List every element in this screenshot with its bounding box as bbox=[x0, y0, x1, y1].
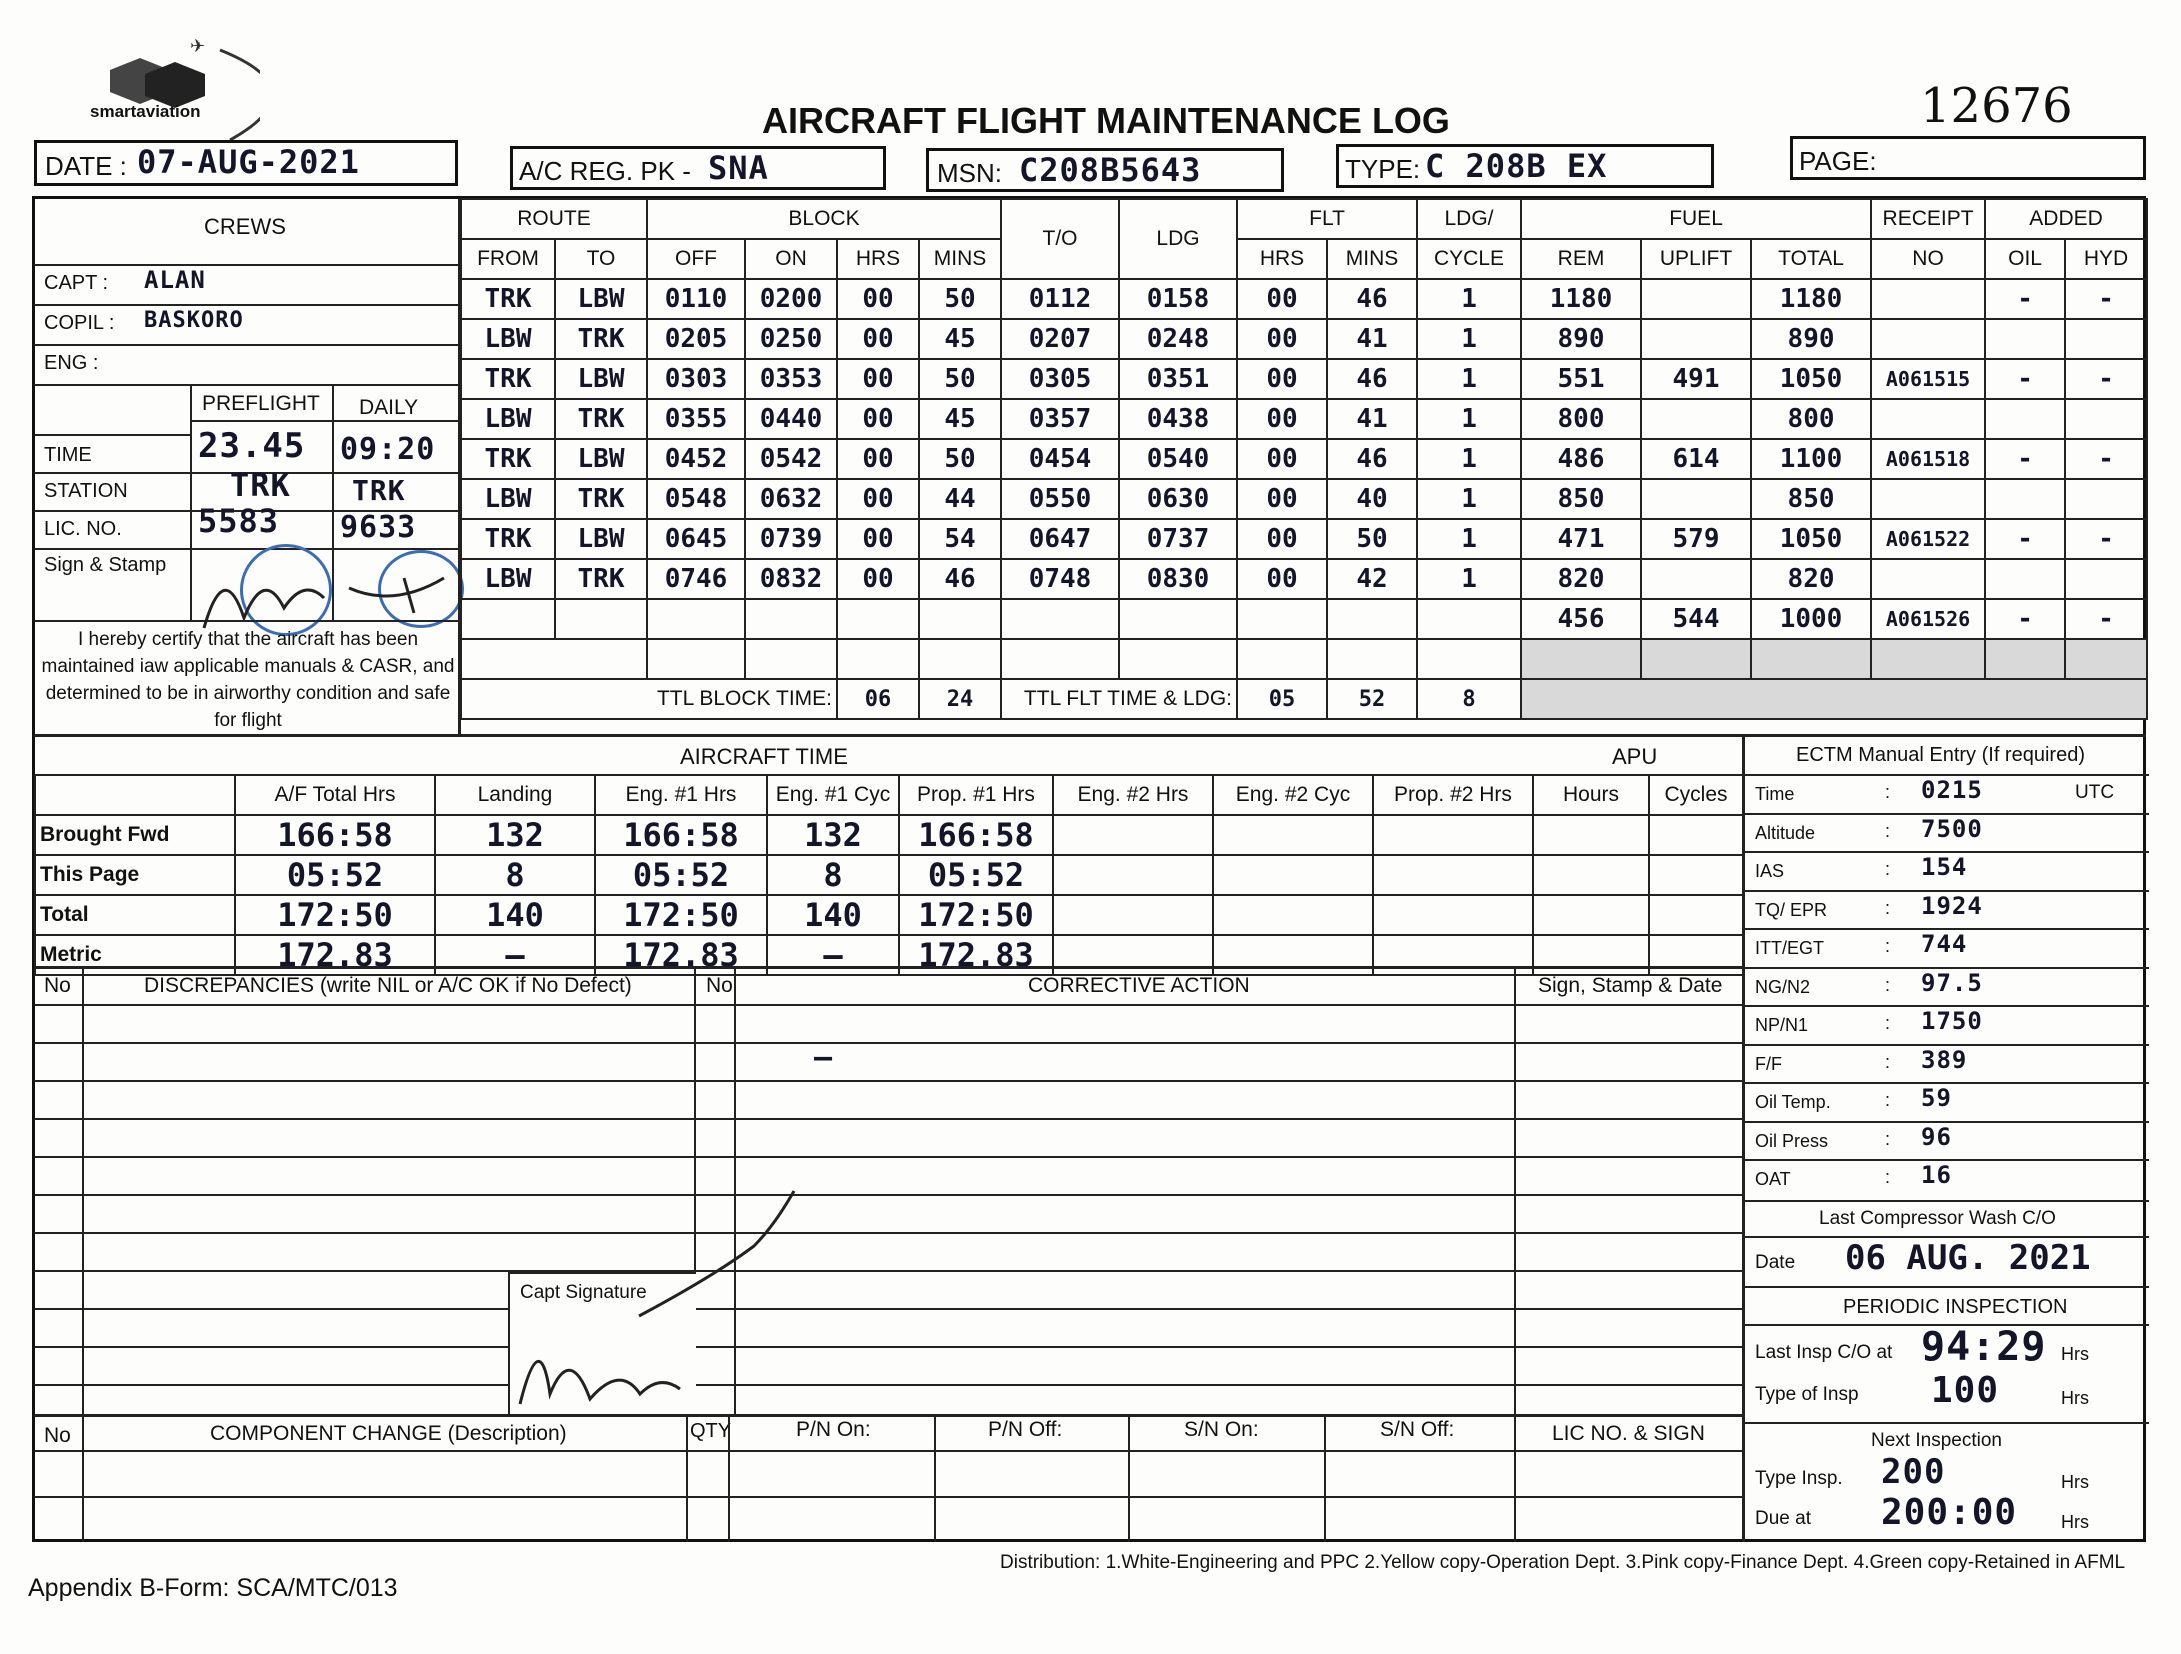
aircraft-time-cell-af[interactable]: 172.83 bbox=[235, 935, 435, 975]
aircraft-time-cell-eng1c[interactable]: 140 bbox=[767, 895, 899, 935]
flight-cell-fhrs[interactable]: 00 bbox=[1237, 519, 1327, 559]
flight-cell-hyd[interactable] bbox=[2065, 559, 2147, 599]
flight-cell-ldg[interactable]: 0438 bbox=[1119, 399, 1237, 439]
flight-cell-off[interactable]: 0303 bbox=[647, 359, 745, 399]
flight-cell-from[interactable]: LBW bbox=[461, 559, 555, 599]
aircraft-time-row bbox=[35, 815, 1743, 855]
ectm-value[interactable]: 389 bbox=[1921, 1045, 1968, 1074]
aircraft-time-empty-cell[interactable] bbox=[1053, 895, 1213, 935]
aircraft-time-cell-af[interactable]: 05:52 bbox=[235, 855, 435, 895]
type-insp-value[interactable]: 100 bbox=[1931, 1370, 2000, 1411]
flight-cell-rem[interactable]: 551 bbox=[1521, 359, 1641, 399]
aircraft-time-empty-cell[interactable] bbox=[1649, 815, 1743, 855]
flight-cell-ldg[interactable]: 0630 bbox=[1119, 479, 1237, 519]
ectm-colon: : bbox=[1885, 1128, 1891, 1149]
flight-cell-t_o[interactable]: 0357 bbox=[1001, 399, 1119, 439]
ectm-colon: : bbox=[1885, 782, 1891, 802]
flight-cell-uplift[interactable] bbox=[1641, 319, 1751, 359]
flight-cell-mins[interactable] bbox=[919, 599, 1001, 639]
flight-cell-rem[interactable]: 820 bbox=[1521, 559, 1641, 599]
aircraft-time-cell-landing[interactable]: — bbox=[435, 935, 595, 975]
ectm-label: NP/N1 bbox=[1755, 1015, 1809, 1035]
flight-cell-total[interactable]: 850 bbox=[1751, 479, 1871, 519]
flight-row bbox=[461, 599, 2147, 639]
ectm-label: Time bbox=[1755, 784, 1795, 804]
ectm-colon: : bbox=[1885, 1090, 1891, 1110]
flight-cell-cyc[interactable]: 1 bbox=[1417, 359, 1521, 399]
page-field[interactable]: PAGE: bbox=[1790, 136, 2146, 180]
discrepancy-line[interactable] bbox=[34, 1156, 1742, 1158]
aircraft-time-table: A/F Total Hrs Landing Eng. #1 Hrs Eng. #1 Cyc Prop. #1 Hrs Eng. #2 Hrs Eng. #2 Cyc Prop. #2 Hrs Hours Cycles Brought Fwd 166:58 132 166:58 132 166:58 This Page 05:52 8 05:52 8 05:52 Total 172:50 140 172:50 140 172:50 Metric 172.83 — 172.83 — 172.83 bbox=[34, 774, 1744, 976]
ttl-block-label: TTL BLOCK TIME: bbox=[461, 679, 837, 719]
flight-cell-t_o[interactable]: 0112 bbox=[1001, 279, 1119, 319]
flight-cell-rem[interactable]: 850 bbox=[1521, 479, 1641, 519]
flight-cell-on[interactable]: 0832 bbox=[745, 559, 837, 599]
flight-cell-fmins[interactable]: 40 bbox=[1327, 479, 1417, 519]
flight-cell-from[interactable]: TRK bbox=[461, 519, 555, 559]
aircraft-time-row-label: Total bbox=[35, 895, 235, 935]
certify-text: I hereby certify that the aircraft has been maintained iaw applicable manuals & CASR, and determined to be in airworthy condition and safe for flight bbox=[41, 629, 455, 731]
appendix-label: Appendix B-Form: SCA/MTC/013 bbox=[28, 1574, 398, 1602]
flight-row bbox=[461, 439, 2147, 479]
flight-cell-hyd[interactable]: - bbox=[2065, 519, 2147, 559]
flight-cell-t_o[interactable]: 0550 bbox=[1001, 479, 1119, 519]
flight-cell-to[interactable]: TRK bbox=[555, 479, 647, 519]
flight-cell-on[interactable]: 0542 bbox=[745, 439, 837, 479]
aircraft-time-cell-prop1[interactable]: 172:50 bbox=[899, 895, 1053, 935]
flight-cell-mins[interactable]: 50 bbox=[919, 279, 1001, 319]
aircraft-time-cell-eng1h[interactable]: 172.83 bbox=[595, 935, 767, 975]
aircraft-time-cell-af[interactable]: 172:50 bbox=[235, 895, 435, 935]
flight-cell-on[interactable]: 0440 bbox=[745, 399, 837, 439]
ttl-block-hrs[interactable]: 06 bbox=[837, 679, 919, 719]
discrepancy-line[interactable] bbox=[34, 1384, 1742, 1386]
aircraft-time-empty-cell[interactable] bbox=[1533, 815, 1649, 855]
discrepancy-line[interactable] bbox=[34, 1346, 1742, 1348]
flight-cell-from[interactable]: LBW bbox=[461, 319, 555, 359]
flight-cell-on[interactable]: 0739 bbox=[745, 519, 837, 559]
aircraft-time-empty-cell[interactable] bbox=[1649, 895, 1743, 935]
flight-cell-cyc[interactable]: 1 bbox=[1417, 399, 1521, 439]
aircraft-time-empty-cell[interactable] bbox=[1649, 855, 1743, 895]
last-insp-value[interactable]: 94:29 bbox=[1921, 1324, 2047, 1370]
flight-cell-to[interactable]: LBW bbox=[555, 519, 647, 559]
aircraft-time-cell-af[interactable]: 166:58 bbox=[235, 815, 435, 855]
aircraft-time-empty-cell[interactable] bbox=[1213, 895, 1373, 935]
flight-cell-receipt[interactable] bbox=[1871, 399, 1985, 439]
discrepancy-line[interactable] bbox=[34, 1308, 1742, 1310]
flight-cell-from[interactable]: LBW bbox=[461, 479, 555, 519]
flight-cell-fhrs[interactable]: 00 bbox=[1237, 359, 1327, 399]
flight-cell-oil[interactable]: - bbox=[1985, 439, 2065, 479]
aircraft-time-empty-cell[interactable] bbox=[1053, 815, 1213, 855]
ectm-colon: : bbox=[1885, 974, 1891, 995]
component-section: No COMPONENT CHANGE (Description) QTY P/N On: P/N Off: S/N On: S/N Off: LIC NO. & SIGN bbox=[34, 1414, 1742, 1542]
flight-cell-rem[interactable]: 1180 bbox=[1521, 279, 1641, 319]
flight-cell-rem[interactable]: 456 bbox=[1521, 599, 1641, 639]
ectm-label: Oil Temp. bbox=[1755, 1092, 1831, 1112]
logo-text: smartaviation bbox=[90, 102, 201, 121]
reg-field[interactable]: A/C REG. PK - SNA bbox=[510, 146, 886, 190]
aircraft-time-empty-cell[interactable] bbox=[1373, 855, 1533, 895]
flight-cell-to[interactable]: TRK bbox=[555, 399, 647, 439]
flight-cell-off[interactable]: 0548 bbox=[647, 479, 745, 519]
wash-date-value[interactable]: 06 AUG. 2021 bbox=[1845, 1238, 2091, 1278]
flight-row bbox=[461, 559, 2147, 599]
flight-cell-t_o[interactable]: 0207 bbox=[1001, 319, 1119, 359]
ectm-value[interactable]: 59 bbox=[1921, 1084, 1952, 1112]
flight-cell-off[interactable]: 0645 bbox=[647, 519, 745, 559]
flight-cell-rem[interactable]: 890 bbox=[1521, 319, 1641, 359]
flights-table: ROUTE BLOCK T/O LDG FLT LDG/ FUEL RECEIPT ADDED FROM TO OFF ON HRS MINS HRS MINS CYCLE REM UPLIFT TOTAL NO OIL HYD TRK LBW 0110 0200 00 50 0112 0158 00 46 1 1180 1180 - - LBW TRK 0205 0250 00 45 0207 0248 00 41 1 890 890 TRK LBW 0303 0353 00 50 0305 0351 00 46 1 551 491 1050 A061515 - - LBW TRK 0355 0440 00 45 0357 0438 00 41 1 800 800 TRK LBW 0452 0542 00 50 0454 0540 00 46 1 486 614 1100 A061518 - - LBW TRK 0548 0632 00 44 0550 0630 00 40 1 850 850 TRK LBW 0645 0739 00 54 0647 0737 00 50 1 471 579 1050 A061522 - - LBW TRK 0746 0832 00 46 0748 0830 00 42 1 820 820 456 544 1000 A061526 - - TTL BLOCK TIME: 06 24 TTL FLT TIME & LDG: 05 52 8 bbox=[460, 198, 2148, 720]
discrepancy-line[interactable] bbox=[34, 1004, 1742, 1006]
flight-cell-total[interactable]: 1100 bbox=[1751, 439, 1871, 479]
logo-mark-icon bbox=[70, 30, 260, 140]
capt-label: CAPT : bbox=[44, 272, 109, 294]
flight-cell-oil[interactable]: - bbox=[1985, 599, 2065, 639]
flight-cell-to[interactable]: LBW bbox=[555, 359, 647, 399]
flight-cell-mins[interactable]: 50 bbox=[919, 439, 1001, 479]
ectm-value[interactable]: 97.5 bbox=[1921, 968, 1983, 997]
flight-cell-on[interactable] bbox=[745, 599, 837, 639]
ectm-colon: : bbox=[1885, 1051, 1891, 1072]
aircraft-time-cell-landing[interactable]: 8 bbox=[435, 855, 595, 895]
flight-cell-total[interactable]: 800 bbox=[1751, 399, 1871, 439]
flight-cell-off[interactable]: 0205 bbox=[647, 319, 745, 359]
flight-cell-hrs[interactable]: 00 bbox=[837, 519, 919, 559]
flight-cell-ldg[interactable]: 0540 bbox=[1119, 439, 1237, 479]
ectm-colon: : bbox=[1885, 936, 1891, 956]
discrepancy-line[interactable] bbox=[34, 1194, 1742, 1196]
flight-cell-hrs[interactable]: 00 bbox=[837, 559, 919, 599]
flight-cell-uplift[interactable]: 579 bbox=[1641, 519, 1751, 559]
discrepancy-line[interactable] bbox=[34, 1232, 1742, 1234]
flight-cell-total[interactable]: 1050 bbox=[1751, 519, 1871, 559]
daily-signature-icon bbox=[344, 548, 454, 628]
flight-cell-fhrs[interactable]: 00 bbox=[1237, 479, 1327, 519]
flight-cell-fhrs[interactable]: 00 bbox=[1237, 279, 1327, 319]
flight-cell-oil[interactable] bbox=[1985, 479, 2065, 519]
flight-cell-hyd[interactable]: - bbox=[2065, 599, 2147, 639]
flight-cell-receipt[interactable] bbox=[1871, 279, 1985, 319]
discrepancies-section: No DISCREPANCIES (write NIL or A/C OK if No Defect) No CORRECTIVE ACTION Sign, Stamp & Date — Capt Signature bbox=[34, 966, 1742, 1414]
flight-cell-receipt[interactable]: A061522 bbox=[1871, 519, 1985, 559]
aircraft-time-empty-cell[interactable] bbox=[1533, 855, 1649, 895]
flight-cell-from[interactable]: LBW bbox=[461, 399, 555, 439]
aircraft-time-cell-prop1[interactable]: 172.83 bbox=[899, 935, 1053, 975]
flight-cell-receipt[interactable]: A061526 bbox=[1871, 599, 1985, 639]
aircraft-time-title: AIRCRAFT TIME bbox=[680, 744, 848, 769]
flight-cell-fmins[interactable]: 46 bbox=[1327, 359, 1417, 399]
capt-value: ALAN bbox=[144, 266, 206, 294]
ectm-title: ECTM Manual Entry (If required) bbox=[1796, 744, 2085, 766]
flight-cell-rem[interactable]: 471 bbox=[1521, 519, 1641, 559]
flight-cell-off[interactable]: 0110 bbox=[647, 279, 745, 319]
flight-cell-fhrs[interactable]: 00 bbox=[1237, 319, 1327, 359]
flight-cell-receipt[interactable]: A061518 bbox=[1871, 439, 1985, 479]
flight-cell-ldg[interactable]: 0830 bbox=[1119, 559, 1237, 599]
ectm-value[interactable]: 96 bbox=[1921, 1122, 1952, 1151]
aircraft-time-cell-eng1h[interactable]: 172:50 bbox=[595, 895, 767, 935]
flight-cell-to[interactable]: LBW bbox=[555, 439, 647, 479]
flight-cell-ldg[interactable]: 0737 bbox=[1119, 519, 1237, 559]
flight-cell-fmins[interactable]: 46 bbox=[1327, 279, 1417, 319]
preflight-signature-icon bbox=[194, 548, 334, 638]
flight-cell-fhrs[interactable] bbox=[1237, 599, 1327, 639]
aircraft-time-empty-cell[interactable] bbox=[1373, 895, 1533, 935]
flight-cell-hrs[interactable]: 00 bbox=[837, 439, 919, 479]
flight-cell-fmins[interactable]: 50 bbox=[1327, 519, 1417, 559]
aircraft-time-empty-cell[interactable] bbox=[1533, 895, 1649, 935]
flight-row bbox=[461, 519, 2147, 559]
flight-cell-oil[interactable]: - bbox=[1985, 519, 2065, 559]
flight-cell-hrs[interactable]: 00 bbox=[837, 479, 919, 519]
flight-cell-to[interactable] bbox=[555, 599, 647, 639]
ectm-label: OAT bbox=[1755, 1169, 1791, 1189]
flight-cell-hyd[interactable]: - bbox=[2065, 359, 2147, 399]
flight-cell-rem[interactable]: 486 bbox=[1521, 439, 1641, 479]
crews-section: CREWS CAPT : ALAN COPIL : BASKORO ENG : PREFLIGHT DAILY TIME 23.45 09:20 STATION TRK TRK LIC. NO. 5583 9633 Sign & Stamp I hereby certify that the aircraft has been maintained iaw applicable manuals & CASR, and determined to be in airworthy condition and safe for flight bbox=[34, 198, 458, 734]
flight-cell-fhrs[interactable]: 00 bbox=[1237, 559, 1327, 599]
flight-cell-cyc[interactable]: 1 bbox=[1417, 559, 1521, 599]
flight-cell-total[interactable]: 1050 bbox=[1751, 359, 1871, 399]
flight-cell-t_o[interactable]: 0647 bbox=[1001, 519, 1119, 559]
ectm-label: TQ/ EPR bbox=[1755, 899, 1828, 920]
flight-cell-uplift[interactable] bbox=[1641, 279, 1751, 319]
flight-cell-hrs[interactable]: 00 bbox=[837, 319, 919, 359]
flight-cell-off[interactable] bbox=[647, 599, 745, 639]
flight-cell-on[interactable]: 0353 bbox=[745, 359, 837, 399]
flight-row bbox=[461, 399, 2147, 439]
flight-cell-fmins[interactable]: 42 bbox=[1327, 559, 1417, 599]
ectm-colon: : bbox=[1885, 859, 1891, 879]
aircraft-time-empty-cell[interactable] bbox=[1213, 815, 1373, 855]
ttl-ldg[interactable]: 8 bbox=[1417, 679, 1521, 719]
aircraft-time-empty-cell[interactable] bbox=[1213, 855, 1373, 895]
ectm-label: Altitude bbox=[1755, 822, 1816, 843]
flight-cell-fmins[interactable]: 41 bbox=[1327, 399, 1417, 439]
discrepancy-line[interactable] bbox=[34, 1042, 1742, 1044]
ectm-value[interactable]: 0215 bbox=[1921, 776, 1983, 804]
aircraft-time-cell-eng1c[interactable]: — bbox=[767, 935, 899, 975]
type-field[interactable]: TYPE: C 208B EX bbox=[1336, 144, 1714, 188]
flight-cell-rem[interactable]: 800 bbox=[1521, 399, 1641, 439]
discrepancy-line[interactable] bbox=[34, 1118, 1742, 1120]
ectm-value[interactable]: 744 bbox=[1921, 930, 1968, 958]
flight-cell-from[interactable]: TRK bbox=[461, 359, 555, 399]
flight-cell-to[interactable]: TRK bbox=[555, 559, 647, 599]
flight-cell-oil[interactable]: - bbox=[1985, 359, 2065, 399]
flight-cell-t_o[interactable]: 0748 bbox=[1001, 559, 1119, 599]
aircraft-time-row-label: This Page bbox=[35, 855, 235, 895]
aircraft-time-row-label: Metric bbox=[35, 935, 235, 975]
due-at-value[interactable]: 200:00 bbox=[1881, 1492, 2018, 1533]
ectm-value[interactable]: 154 bbox=[1921, 853, 1968, 881]
aircraft-time-row bbox=[35, 895, 1743, 935]
ttl-flt-label: TTL FLT TIME & LDG: bbox=[1001, 679, 1237, 719]
flight-cell-uplift[interactable]: 614 bbox=[1641, 439, 1751, 479]
flight-cell-t_o[interactable] bbox=[1001, 599, 1119, 639]
eng-label: ENG : bbox=[44, 352, 99, 374]
flight-cell-mins[interactable]: 45 bbox=[919, 319, 1001, 359]
flight-cell-total[interactable]: 1180 bbox=[1751, 279, 1871, 319]
ectm-label: IAS bbox=[1755, 861, 1785, 881]
flight-cell-cyc[interactable]: 1 bbox=[1417, 479, 1521, 519]
flight-cell-uplift[interactable] bbox=[1641, 559, 1751, 599]
corrective-dash: — bbox=[814, 1040, 834, 1075]
flight-cell-to[interactable]: TRK bbox=[555, 319, 647, 359]
aircraft-time-cell-eng1c[interactable]: 132 bbox=[767, 815, 899, 855]
copil-label: COPIL : bbox=[44, 312, 115, 334]
flight-cell-hrs[interactable]: 00 bbox=[837, 359, 919, 399]
flight-cell-hrs[interactable] bbox=[837, 599, 919, 639]
aircraft-time-row bbox=[35, 855, 1743, 895]
flight-cell-mins[interactable]: 50 bbox=[919, 359, 1001, 399]
flight-cell-from[interactable]: TRK bbox=[461, 279, 555, 319]
distribution-note: Distribution: 1.White-Engineering and PPC 2.Yellow copy-Operation Dept. 3.Pink copy-Finance Dept. 4.Green copy-Retained in AFML bbox=[1000, 1552, 2126, 1573]
flight-cell-fhrs[interactable]: 00 bbox=[1237, 399, 1327, 439]
form-title: AIRCRAFT FLIGHT MAINTENANCE LOG bbox=[762, 100, 1450, 141]
ectm-label: ITT/EGT bbox=[1755, 938, 1824, 958]
flight-cell-hyd[interactable] bbox=[2065, 479, 2147, 519]
aircraft-time-cell-eng1h[interactable]: 05:52 bbox=[595, 855, 767, 895]
ttl-flt-hrs[interactable]: 05 bbox=[1237, 679, 1327, 719]
discrepancy-line[interactable] bbox=[34, 1080, 1742, 1082]
ectm-value[interactable]: 16 bbox=[1921, 1161, 1952, 1189]
ectm-utc-label: UTC bbox=[2075, 782, 2115, 803]
flight-cell-hrs[interactable]: 00 bbox=[837, 399, 919, 439]
serial-number: 12676 bbox=[1920, 78, 2073, 134]
flight-cell-cyc[interactable]: 1 bbox=[1417, 519, 1521, 559]
flight-cell-hyd[interactable] bbox=[2065, 399, 2147, 439]
flight-cell-ldg[interactable]: 0248 bbox=[1119, 319, 1237, 359]
flight-cell-total[interactable]: 890 bbox=[1751, 319, 1871, 359]
aircraft-time-cell-prop1[interactable]: 05:52 bbox=[899, 855, 1053, 895]
flight-cell-hyd[interactable]: - bbox=[2065, 279, 2147, 319]
flight-cell-on[interactable]: 0632 bbox=[745, 479, 837, 519]
ectm-colon: : bbox=[1885, 820, 1891, 841]
aircraft-time-cell-landing[interactable]: 140 bbox=[435, 895, 595, 935]
flight-row bbox=[461, 359, 2147, 399]
ttl-flt-mins[interactable]: 52 bbox=[1327, 679, 1417, 719]
flight-cell-t_o[interactable]: 0454 bbox=[1001, 439, 1119, 479]
flight-cell-mins[interactable]: 45 bbox=[919, 399, 1001, 439]
flight-cell-from[interactable]: TRK bbox=[461, 439, 555, 479]
aircraft-time-cell-landing[interactable]: 132 bbox=[435, 815, 595, 855]
flight-cell-cyc[interactable] bbox=[1417, 599, 1521, 639]
aircraft-time-empty-cell[interactable] bbox=[1053, 855, 1213, 895]
flight-cell-fmins[interactable] bbox=[1327, 599, 1417, 639]
flight-cell-oil[interactable] bbox=[1985, 319, 2065, 359]
flight-cell-oil[interactable] bbox=[1985, 399, 2065, 439]
flight-cell-mins[interactable]: 54 bbox=[919, 519, 1001, 559]
flight-cell-to[interactable]: LBW bbox=[555, 279, 647, 319]
flight-cell-cyc[interactable]: 1 bbox=[1417, 319, 1521, 359]
flight-cell-total[interactable]: 1000 bbox=[1751, 599, 1871, 639]
flight-cell-off[interactable]: 0746 bbox=[647, 559, 745, 599]
ectm-panel: UTC Time : 0215 Altitude : 7500 IAS : 154 TQ/ EPR : 1924 ITT/EGT : 744 NG/N2 : 97.5 NP/N1 : 1750 F/F : 389 Oil Temp. : 59 Oil Press : 96 OAT : 16 Last Compressor Wash C/O Date 06 AUG. 2021 PERIODIC INSPECTION Last Insp C/O at 94:29 Hrs Type of Insp 100 Hrs Next Inspection Type Insp. 200 Hrs Due at 200:00 Hrs bbox=[1742, 734, 2149, 1542]
flight-cell-on[interactable]: 0250 bbox=[745, 319, 837, 359]
flight-cell-cyc[interactable]: 1 bbox=[1417, 279, 1521, 319]
flight-cell-receipt[interactable] bbox=[1871, 319, 1985, 359]
ectm-colon: : bbox=[1885, 1167, 1891, 1187]
flight-row bbox=[461, 279, 2147, 319]
ectm-value[interactable]: 1750 bbox=[1921, 1007, 1983, 1035]
company-logo bbox=[70, 30, 260, 140]
flight-cell-uplift[interactable] bbox=[1641, 479, 1751, 519]
svg-text:✈: ✈ bbox=[190, 36, 206, 56]
ectm-label: NG/N2 bbox=[1755, 976, 1811, 997]
flight-cell-receipt[interactable]: A061515 bbox=[1871, 359, 1985, 399]
flight-cell-ldg[interactable] bbox=[1119, 599, 1237, 639]
ectm-colon: : bbox=[1885, 897, 1891, 918]
flight-cell-cyc[interactable]: 1 bbox=[1417, 439, 1521, 479]
ectm-value[interactable]: 7500 bbox=[1921, 814, 1983, 843]
capt-signature-box[interactable]: Capt Signature bbox=[508, 1272, 696, 1416]
signature-stroke-icon bbox=[634, 1186, 834, 1326]
flight-cell-uplift[interactable]: 544 bbox=[1641, 599, 1751, 639]
flight-cell-total[interactable]: 820 bbox=[1751, 559, 1871, 599]
ectm-colon: : bbox=[1885, 1013, 1891, 1033]
flight-cell-fmins[interactable]: 46 bbox=[1327, 439, 1417, 479]
flight-cell-uplift[interactable]: 491 bbox=[1641, 359, 1751, 399]
aircraft-time-cell-eng1h[interactable]: 166:58 bbox=[595, 815, 767, 855]
discrepancy-line[interactable] bbox=[34, 1270, 1742, 1272]
flight-cell-ldg[interactable]: 0351 bbox=[1119, 359, 1237, 399]
flight-cell-ldg[interactable]: 0158 bbox=[1119, 279, 1237, 319]
flight-row bbox=[461, 319, 2147, 359]
flight-cell-hyd[interactable] bbox=[2065, 319, 2147, 359]
flight-cell-fmins[interactable]: 41 bbox=[1327, 319, 1417, 359]
ectm-value[interactable]: 1924 bbox=[1921, 891, 1983, 920]
date-field[interactable]: DATE : 07-AUG-2021 bbox=[34, 140, 458, 186]
flight-cell-receipt[interactable] bbox=[1871, 559, 1985, 599]
aircraft-time-row-label: Brought Fwd bbox=[35, 815, 235, 855]
flight-cell-fhrs[interactable]: 00 bbox=[1237, 439, 1327, 479]
flight-cell-oil[interactable] bbox=[1985, 559, 2065, 599]
aircraft-time-cell-prop1[interactable]: 166:58 bbox=[899, 815, 1053, 855]
flight-cell-hyd[interactable]: - bbox=[2065, 439, 2147, 479]
aircraft-time-cell-eng1c[interactable]: 8 bbox=[767, 855, 899, 895]
ectm-label: Oil Press bbox=[1755, 1130, 1829, 1151]
flight-cell-hrs[interactable]: 00 bbox=[837, 279, 919, 319]
msn-field[interactable]: MSN: C208B5643 bbox=[926, 148, 1284, 192]
ectm-label: F/F bbox=[1755, 1053, 1782, 1074]
flight-cell-mins[interactable]: 46 bbox=[919, 559, 1001, 599]
next-type-value[interactable]: 200 bbox=[1881, 1452, 1946, 1492]
flight-cell-oil[interactable]: - bbox=[1985, 279, 2065, 319]
flight-cell-off[interactable]: 0355 bbox=[647, 399, 745, 439]
flight-cell-receipt[interactable] bbox=[1871, 479, 1985, 519]
flight-cell-from[interactable] bbox=[461, 599, 555, 639]
flight-cell-mins[interactable]: 44 bbox=[919, 479, 1001, 519]
aircraft-time-empty-cell[interactable] bbox=[1373, 815, 1533, 855]
flight-cell-on[interactable]: 0200 bbox=[745, 279, 837, 319]
flight-cell-t_o[interactable]: 0305 bbox=[1001, 359, 1119, 399]
ttl-block-mins[interactable]: 24 bbox=[919, 679, 1001, 719]
flight-cell-off[interactable]: 0452 bbox=[647, 439, 745, 479]
flight-row bbox=[461, 479, 2147, 519]
apu-title: APU bbox=[1612, 744, 1658, 769]
flight-cell-uplift[interactable] bbox=[1641, 399, 1751, 439]
copil-value: BASKORO bbox=[144, 308, 244, 333]
